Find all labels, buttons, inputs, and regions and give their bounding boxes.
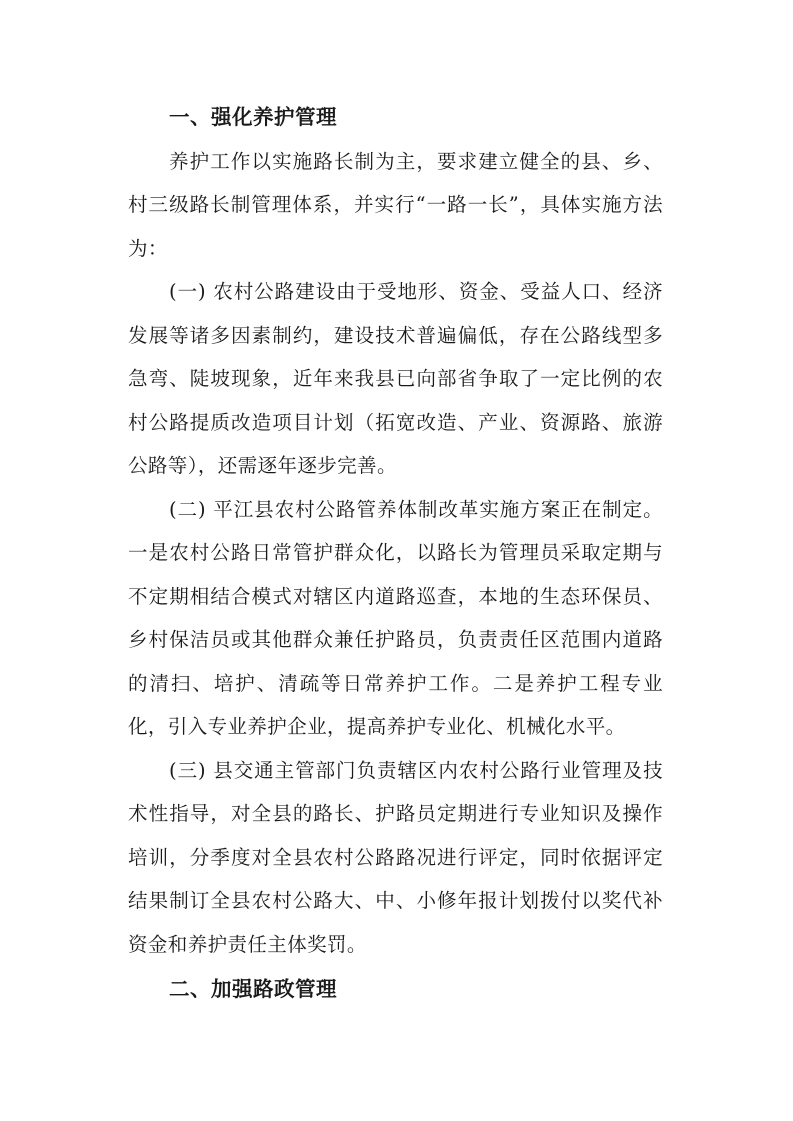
section-heading-maintenance: 一、强化养护管理 bbox=[169, 105, 337, 129]
document-body bbox=[128, 96, 663, 1012]
paragraph-intro: 养护工作以实施路长制为主，要求建立健全的县、乡、村三级路长制管理体系，并实行“一路一长”，具体实施方法为： bbox=[128, 149, 663, 260]
paragraph-item-1: (一) 农村公路建设由于受地形、资金、受益人口、经济发展等诸多因素制约，建设技术普遍偏低，存在公路线型多急弯、陡坡现象，近年来我县已向部省争取了一定比例的农村公路提质改造项目计划（拓宽改造、产业、资源路、旅游公路等），还需逐年逐步完善。 bbox=[128, 280, 663, 477]
paragraph-item-3: (三) 县交通主管部门负责辖区内农村公路行业管理及技术性指导，对全县的路长、护路员定期进行专业知识及操作培训，分季度对全县农村公路路况进行评定，同时依据评定结果制订全县农村公路大、中、小修年报计划拨付以奖代补资金和养护责任主体奖罚。 bbox=[128, 758, 663, 956]
section-heading-road-admin: 二、加强路政管理 bbox=[169, 977, 337, 1001]
paragraph-item-2: (二) 平江县农村公路管养体制改革实施方案正在制定。一是农村公路日常管护群众化，以路长为管理员采取定期与不定期相结合模式对辖区内道路巡查，本地的生态环保员、乡村保洁员或其他群众兼任护路员，负责责任区范围内道路的清扫、培护、清疏等日常养护工作。二是养护工程专业化，引入专业养护企业，提高养护专业化、机械化水平。 bbox=[128, 497, 663, 738]
